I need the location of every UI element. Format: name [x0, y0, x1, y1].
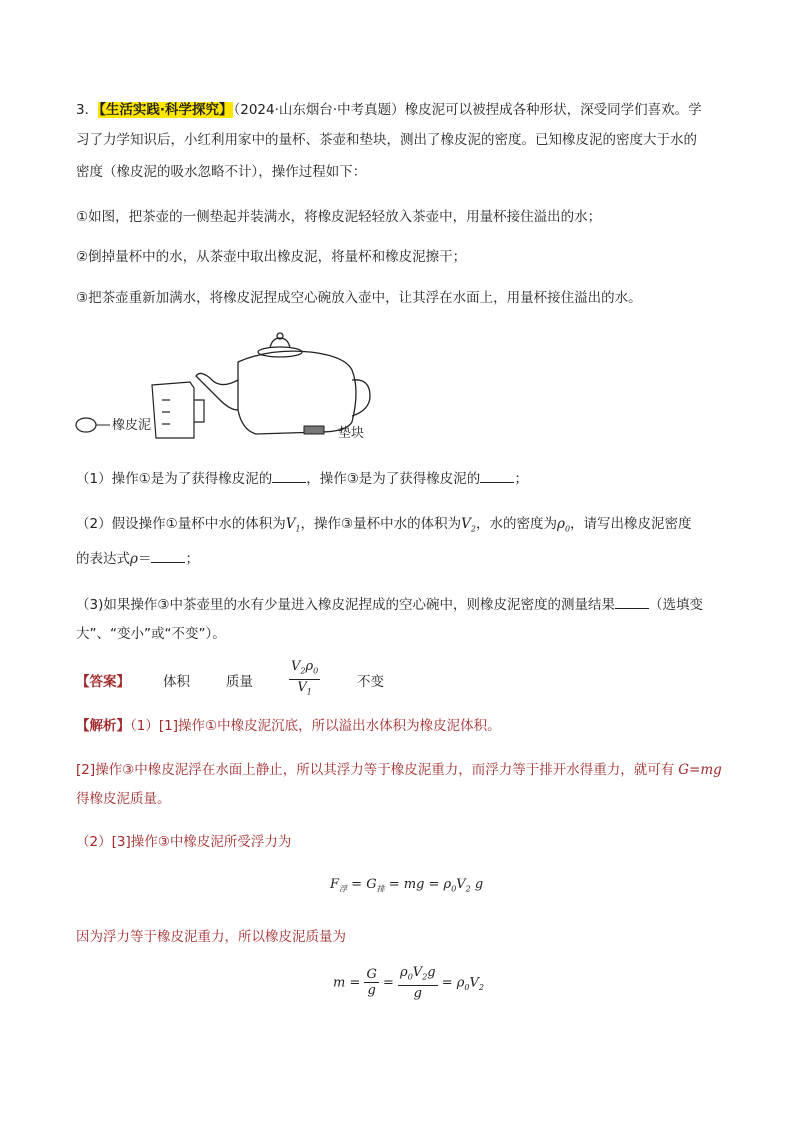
sub-question-2-line-2: 的表达式ρ＝ ； [76, 548, 199, 569]
blank-4 [615, 594, 649, 609]
blank-1 [272, 468, 306, 483]
question-line-2: 习了力学知识后，小红利用家中的量杯、茶壶和垫块，测出了橡皮泥的密度。已知橡皮泥的密度大于水的 [76, 132, 697, 148]
question-tag: 【生活实践·科学探究】 [99, 102, 233, 118]
step-1: ①如图，把茶壶的一侧垫起并装满水，将橡皮泥轻轻放入茶壶中，用量杯接住溢出的水； [76, 209, 602, 225]
answer-3-formula: $\frac{V_2\rho_0}{V_1}$ [291, 659, 319, 697]
blank-2 [480, 468, 514, 483]
step-3: ③把茶壶重新加满水，将橡皮泥捏成空心碗放入壶中，让其浮在水面上，用量杯接住溢出的水。 [76, 290, 642, 306]
buoyancy-formula: $F_浮 = G_排$ = mg = $\rho_0V_2$ g [330, 877, 484, 894]
question-text: 橡皮泥可以被捏成各种形状，深受同学们喜欢。学 [404, 102, 702, 118]
mass-formula: m = $\frac{G}{g}$ = $\frac{\rho_0V_2g}{g}$ = $\rho_0V_2$ [333, 965, 484, 1001]
answer-1: 体积 [163, 674, 190, 690]
analysis-label: 【解析】 [76, 718, 130, 734]
sub-question-3-line-2: 大”、“变小”或“不变”）。 [76, 626, 226, 642]
clay-shape [76, 418, 96, 432]
question-source: （2024·山东烟台·中考真题） [233, 102, 405, 118]
analysis-line-1: 【解析】（1）[1]操作①中橡皮泥沉底，所以溢出水体积为橡皮泥体积。 [76, 718, 501, 734]
answer-label: 【答案】 [76, 674, 130, 690]
step-2: ②倒掉量杯中的水，从茶壶中取出橡皮泥，将量杯和橡皮泥擦干； [76, 249, 467, 265]
analysis-line-5: 因为浮力等于橡皮泥重力，所以橡皮泥质量为 [76, 929, 346, 945]
answer-2: 质量 [226, 674, 253, 690]
analysis-line-2: [2]操作③中橡皮泥浮在水面上静止，所以其浮力等于橡皮泥重力，而浮力等于排开水得重力，就可有 G=mg [76, 762, 722, 778]
figure-label-block: 垫块 [338, 426, 365, 441]
sub-question-2-line-1: （2）假设操作①量杯中水的体积为$V_1$，操作③量杯中水的体积为$V_2$，水的密度为$\rho_0$，请写出橡皮泥密度 [76, 516, 692, 534]
analysis-line-3: 得橡皮泥质量。 [76, 791, 171, 807]
question-number: 3． [76, 102, 99, 118]
teapot [196, 333, 370, 434]
analysis-line-4: （2）[3]操作③中橡皮泥所受浮力为 [76, 834, 292, 850]
measuring-cup [152, 382, 204, 438]
answer-4: 不变 [357, 674, 384, 690]
sub-question-1: （1）操作①是为了获得橡皮泥的 ，操作③是为了获得橡皮泥的 ； [76, 468, 528, 489]
question-line-3: 密度（橡皮泥的吸水忽略不计），操作过程如下： [76, 164, 367, 180]
sub-question-3-line-1: （3)如果操作③中茶壶里的水有少量进入橡皮泥捏成的空心碗中，则橡皮泥密度的测量结果 （选填变 [76, 594, 703, 615]
question-line-1 [76, 100, 702, 120]
blank-3 [151, 548, 185, 563]
block-shape [304, 426, 324, 434]
figure-label-clay: 橡皮泥 [112, 418, 152, 433]
